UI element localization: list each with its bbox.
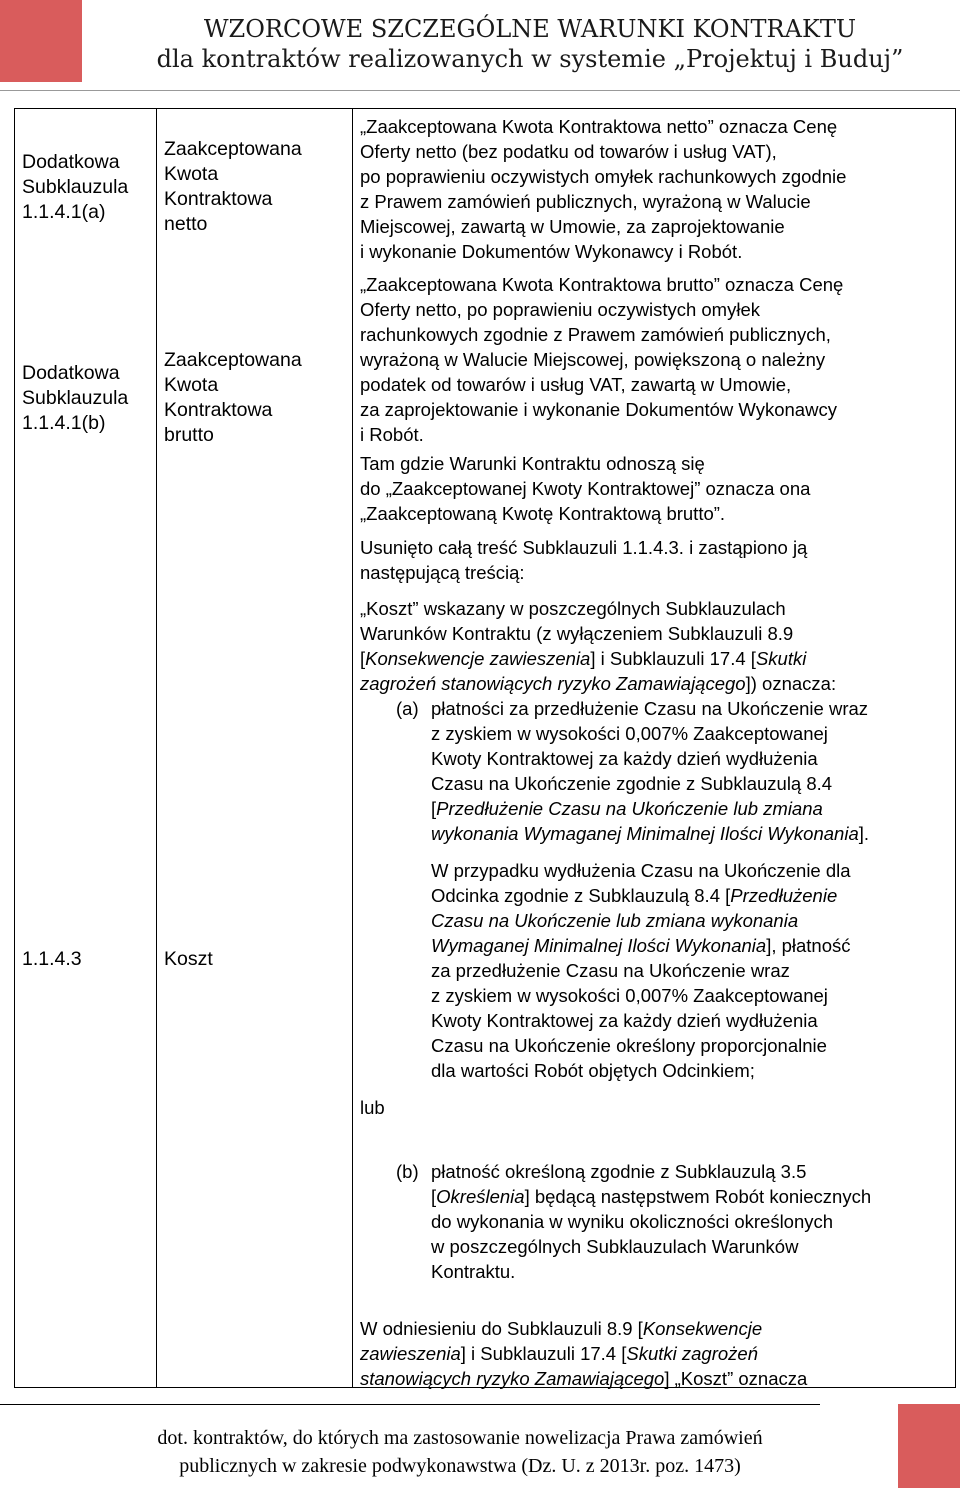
text-line: Kwoty Kontraktowej za każdy dzień wydłużenia <box>431 1010 818 1031</box>
text-line <box>431 908 851 933</box>
text-line: „Zaakceptowana Kwota Kontraktowa netto” oznacza Cenę <box>360 116 838 137</box>
replacement-note <box>360 535 807 585</box>
clause-title: Przedłużenie <box>730 885 838 906</box>
column-divider-2 <box>352 108 353 1388</box>
text-run: Odcinka zgodnie z Subklauzulą 8.4 [ <box>431 885 731 906</box>
clause-ref-1-1-4-3: 1.1.4.3 <box>22 948 82 970</box>
text-line: płatność określoną zgodnie z Subklauzulą 3.5 <box>431 1161 807 1182</box>
term-word: Kontraktowa <box>164 188 273 210</box>
text-line: z Prawem zamówień publicznych, wyrażoną w Walucie <box>360 191 811 212</box>
footer-divider <box>0 1404 820 1405</box>
text-run: W odniesieniu do Subklauzuli 8.9 [ <box>360 1318 643 1339</box>
ref-word: Dodatkowa <box>22 151 120 173</box>
text-line: do „Zaakceptowanej Kwoty Kontraktowej” oznacza ona <box>360 478 811 499</box>
item-b-label: (b) <box>396 1161 419 1182</box>
text-line: „Koszt” wskazany w poszczególnych Subklauzulach <box>360 598 786 619</box>
term-word: Zaakceptowana <box>164 349 302 371</box>
header-accent-square <box>0 0 82 82</box>
text-line: Czasu na Ukończenie zgodnie z Subklauzulą 8.4 <box>431 773 833 794</box>
item-a-section-text <box>431 858 851 1083</box>
text-run: ]. <box>858 823 870 844</box>
ref-word: Subklauzula <box>22 176 129 198</box>
text-line: rachunkowych zgodnie z Prawem zamówień publicznych, <box>360 324 831 345</box>
text-run: ] „Koszt” oznacza <box>664 1368 808 1389</box>
term-word: Kwota <box>164 163 219 185</box>
clause-title: stanowiących ryzyko Zamawiającego <box>360 1368 665 1389</box>
term-brutto <box>164 348 302 448</box>
document-header <box>100 14 960 74</box>
header-title-line1: WZORCOWE SZCZEGÓLNE WARUNKI KONTRAKTU <box>203 15 857 43</box>
koszt-suspension-note <box>360 1316 807 1391</box>
text-line <box>360 646 836 671</box>
term-word: Kwota <box>164 374 219 396</box>
text-line <box>431 821 869 846</box>
clause-title: Konsekwencje <box>642 1318 763 1339</box>
ref-number: 1.1.4.1(a) <box>22 201 106 223</box>
text-line: za zaprojektowanie i wykonanie Dokumentów Wykonawcy <box>360 399 837 420</box>
document-footer <box>40 1424 880 1480</box>
text-run: ], płatność <box>766 935 851 956</box>
text-line: Usunięto całą treść Subklauzuli 1.1.4.3. i zastąpiono ją <box>360 537 808 558</box>
ref-word: Subklauzula <box>22 387 129 409</box>
clause-title: Czasu na Ukończenie lub zmiana wykonania <box>431 910 799 931</box>
item-a-label: (a) <box>396 698 419 719</box>
clause-title: Skutki <box>755 648 807 669</box>
text-line: z zyskiem w wysokości 0,007% Zaakceptowanej <box>431 723 828 744</box>
footer-line2: publicznych w zakresie podwykonawstwa (Dz. U. z 2013r. poz. 1473) <box>179 1455 741 1477</box>
item-b-text <box>431 1159 871 1284</box>
text-line: następującą treścią: <box>360 562 525 583</box>
text-line: dla wartości Robót objętych Odcinkiem; <box>431 1060 755 1081</box>
text-line <box>431 933 851 958</box>
text-line: W przypadku wydłużenia Czasu na Ukończenie dla <box>431 860 851 881</box>
term-netto <box>164 137 302 237</box>
text-run: [ <box>431 1186 437 1207</box>
text-line: Miejscowej, zawartą w Umowie, za zaprojektowanie <box>360 216 785 237</box>
text-line <box>360 671 836 696</box>
text-line: „Zaakceptowana Kwota Kontraktowa brutto” oznacza Cenę <box>360 274 844 295</box>
text-line: „Zaakceptowaną Kwotę Kontraktową brutto”. <box>360 503 726 524</box>
text-line: Kontraktu. <box>431 1261 516 1282</box>
footer-accent-square <box>898 1404 960 1488</box>
clause-title: Skutki zagrożeń <box>626 1343 758 1364</box>
definition-brutto <box>360 272 843 447</box>
text-line: wyrażoną w Walucie Miejscowej, powiększoną o należny <box>360 349 826 370</box>
text-line <box>431 883 851 908</box>
text-line <box>360 1316 807 1341</box>
clause-ref-1-1-4-1b <box>22 361 128 436</box>
text-run: ]) oznacza: <box>745 673 837 694</box>
connector-lub: lub <box>360 1097 385 1118</box>
clause-title: zagrożeń stanowiących ryzyko Zamawiającego <box>360 673 746 694</box>
text-line: i Robót. <box>360 424 424 445</box>
text-run: ] będącą następstwem Robót koniecznych <box>524 1186 872 1207</box>
text-line: Kwoty Kontraktowej za każdy dzień wydłużenia <box>431 748 818 769</box>
text-line <box>431 1184 871 1209</box>
text-line: po poprawieniu oczywistych omyłek rachunkowych zgodnie <box>360 166 847 187</box>
definition-netto <box>360 114 846 264</box>
text-run: [ <box>360 648 366 669</box>
clause-title: zawieszenia <box>360 1343 461 1364</box>
clause-ref-1-1-4-1a <box>22 150 128 225</box>
term-word: brutto <box>164 424 214 446</box>
text-line: Oferty netto, po poprawieniu oczywistych omyłek <box>360 299 760 320</box>
text-run: ] i Subklauzuli 17.4 [ <box>590 648 756 669</box>
item-a-text <box>431 696 869 846</box>
ref-word: Dodatkowa <box>22 362 120 384</box>
text-line: Oferty netto (bez podatku od towarów i usług VAT), <box>360 141 777 162</box>
column-divider-1 <box>156 108 157 1388</box>
text-line: podatek od towarów i usług VAT, zawartą w Umowie, <box>360 374 792 395</box>
term-word: netto <box>164 213 208 235</box>
text-line <box>360 1366 807 1391</box>
term-koszt: Koszt <box>164 948 213 970</box>
clause-title: wykonania Wymaganej Minimalnej Ilości Wykonania <box>431 823 859 844</box>
text-line: Czasu na Ukończenie określony proporcjonalnie <box>431 1035 827 1056</box>
footer-line1: dot. kontraktów, do których ma zastosowanie nowelizacja Prawa zamówień <box>157 1427 763 1449</box>
clause-title: Konsekwencje zawieszenia <box>365 648 591 669</box>
definition-koszt <box>360 596 836 696</box>
text-run: [ <box>431 798 437 819</box>
text-line: Tam gdzie Warunki Kontraktu odnoszą się <box>360 453 705 474</box>
text-line: w poszczególnych Subklauzulach Warunków <box>431 1236 799 1257</box>
text-line <box>431 796 869 821</box>
clause-title: Przedłużenie Czasu na Ukończenie lub zmiana <box>436 798 823 819</box>
text-line: z zyskiem w wysokości 0,007% Zaakceptowanej <box>431 985 828 1006</box>
text-line: za przedłużenie Czasu na Ukończenie wraz <box>431 960 790 981</box>
text-run: ] i Subklauzuli 17.4 [ <box>460 1343 627 1364</box>
text-line <box>360 1341 807 1366</box>
term-word: Kontraktowa <box>164 399 273 421</box>
text-line: do wykonania w wyniku okoliczności określonych <box>431 1211 834 1232</box>
text-line: i wykonanie Dokumentów Wykonawcy i Robót. <box>360 241 743 262</box>
clause-title: Określenia <box>436 1186 525 1207</box>
header-divider <box>0 90 960 91</box>
ref-number: 1.1.4.1(b) <box>22 412 106 434</box>
text-line: Warunków Kontraktu (z wyłączeniem Subklauzuli 8.9 <box>360 623 794 644</box>
clause-title: Wymaganej Minimalnej Ilości Wykonania <box>431 935 767 956</box>
text-line: płatności za przedłużenie Czasu na Ukończenie wraz <box>431 698 869 719</box>
brutto-usage-note <box>360 451 810 526</box>
term-word: Zaakceptowana <box>164 138 302 160</box>
header-title-line2: dla kontraktów realizowanych w systemie „Projektuj i Buduj” <box>156 45 904 73</box>
